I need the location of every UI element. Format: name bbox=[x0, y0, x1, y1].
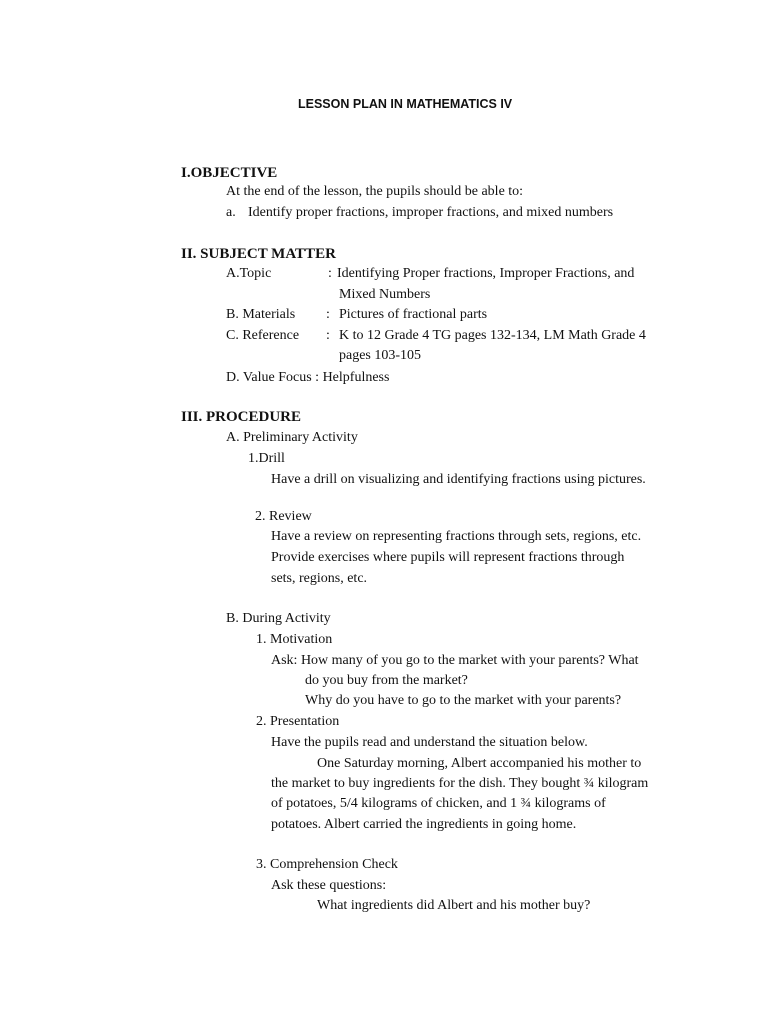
review-line: Have a review on representing fractions through sets, regions, etc. bbox=[271, 529, 642, 544]
value-focus: D. Value Focus : Helpfulness bbox=[226, 370, 390, 385]
presentation-line: One Saturday morning, Albert accompanied his mother to bbox=[317, 756, 642, 771]
reference-label: C. Reference bbox=[226, 328, 300, 343]
reference-value-line1: K to 12 Grade 4 TG pages 132-134, LM Math Grade 4 bbox=[339, 328, 646, 343]
reference-colon: : bbox=[326, 328, 330, 343]
review-label: 2. Review bbox=[255, 509, 312, 524]
materials-value: Pictures of fractional parts bbox=[339, 307, 488, 322]
objective-heading: I.OBJECTIVE bbox=[181, 165, 278, 181]
document-title: LESSON PLAN IN MATHEMATICS IV bbox=[298, 97, 513, 111]
topic-colon: : bbox=[328, 266, 332, 281]
reference-value-line2: pages 103-105 bbox=[339, 348, 422, 363]
review-line: sets, regions, etc. bbox=[271, 571, 368, 586]
during-activity-label: B. During Activity bbox=[226, 611, 331, 626]
objective-intro: At the end of the lesson, the pupils should be able to: bbox=[226, 184, 524, 199]
objective-item-marker: a. bbox=[226, 205, 236, 220]
motivation-line: do you buy from the market? bbox=[305, 673, 468, 688]
presentation-label: 2. Presentation bbox=[256, 714, 340, 729]
drill-text: Have a drill on visualizing and identifying fractions using pictures. bbox=[271, 472, 646, 487]
comprehension-question: What ingredients did Albert and his mother buy? bbox=[317, 898, 591, 913]
objective-item-text: Identify proper fractions, improper fractions, and mixed numbers bbox=[248, 205, 614, 220]
topic-value-line2: Mixed Numbers bbox=[339, 287, 431, 302]
review-line: Provide exercises where pupils will represent fractions through bbox=[271, 550, 625, 565]
comprehension-line: Ask these questions: bbox=[271, 878, 387, 893]
materials-label: B. Materials bbox=[226, 307, 296, 322]
subject-matter-heading: II. SUBJECT MATTER bbox=[181, 246, 336, 262]
presentation-line: of potatoes, 5/4 kilograms of chicken, and 1 ¾ kilograms of bbox=[271, 796, 606, 811]
topic-label: A.Topic bbox=[226, 266, 272, 281]
motivation-line: Ask: How many of you go to the market with your parents? What bbox=[271, 653, 639, 668]
presentation-line: Have the pupils read and understand the situation below. bbox=[271, 735, 588, 750]
comprehension-check-label: 3. Comprehension Check bbox=[256, 857, 398, 872]
motivation-line: Why do you have to go to the market with your parents? bbox=[305, 693, 622, 708]
motivation-label: 1. Motivation bbox=[256, 632, 333, 647]
preliminary-activity-label: A. Preliminary Activity bbox=[226, 430, 358, 445]
topic-value-line1: Identifying Proper fractions, Improper Fractions, and bbox=[337, 266, 635, 281]
drill-label: 1.Drill bbox=[248, 451, 285, 466]
presentation-line: potatoes. Albert carried the ingredients in going home. bbox=[271, 817, 577, 832]
procedure-heading: III. PROCEDURE bbox=[181, 409, 302, 425]
presentation-line: the market to buy ingredients for the dish. They bought ¾ kilogram bbox=[271, 776, 649, 791]
materials-colon: : bbox=[326, 307, 330, 322]
